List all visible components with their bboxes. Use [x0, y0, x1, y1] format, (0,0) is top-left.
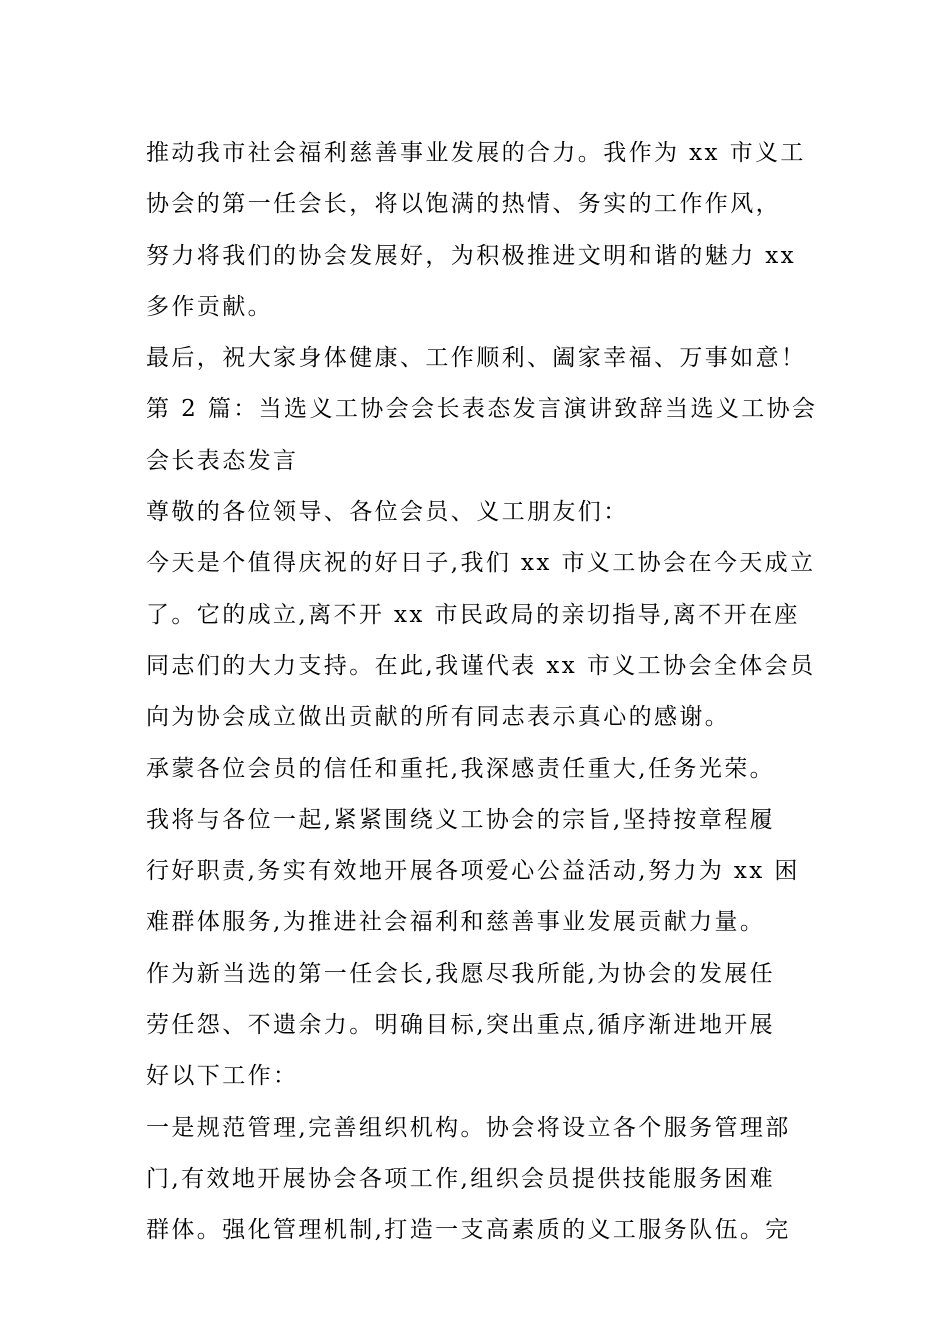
salutation-line: 尊敬的各位领导、各位会员、义工朋友们： [146, 499, 629, 526]
section-heading-line: 第 2 篇：当选义工协会会长表态发言演讲致辞当选义工协会 [146, 396, 818, 423]
text-line: 了。它的成立,离不开 xx 市民政局的亲切指导,离不开在座 [146, 601, 800, 628]
text-line: 努力将我们的协会发展好，为积极推进文明和谐的魅力 xx [146, 242, 797, 269]
text-line: 劳任怨、不遗余力。明确目标,突出重点,循序渐进地开展 [146, 1012, 776, 1039]
text-line: 多作贡献。 [146, 293, 273, 320]
text-line: 难群体服务,为推进社会福利和慈善事业发展贡献力量。 [146, 909, 766, 936]
text-line: 作为新当选的第一任会长,我愿尽我所能,为协会的发展任 [146, 960, 776, 987]
text-line: 协会的第一任会长，将以饱满的热情、务实的工作作风， [146, 191, 781, 218]
text-line: 我将与各位一起,紧紧围绕义工协会的宗旨,坚持按章程履 [146, 806, 776, 833]
text-line: 好以下工作： [146, 1063, 299, 1090]
text-line: 行好职责,务实有效地开展各项爱心公益活动,努力为 xx 困 [146, 858, 800, 885]
text-line: 同志们的大力支持。在此,我谨代表 xx 市义工协会全体会员 [146, 652, 816, 679]
text-line: 推动我市社会福利慈善事业发展的合力。我作为 xx 市义工 [146, 140, 806, 166]
text-line: 最后，祝大家身体健康、工作顺利、阖家幸福、万事如意！ [146, 345, 807, 372]
text-line: 群体。强化管理机制,打造一支高素质的义工服务队伍。完 [146, 1217, 791, 1244]
text-line: 向为协会成立做出贡献的所有同志表示真心的感谢。 [146, 704, 731, 731]
document-body [146, 128, 826, 1257]
text-line: 承蒙各位会员的信任和重托,我深感责任重大,任务光荣。 [146, 755, 776, 782]
text-line: 今天是个值得庆祝的好日子,我们 xx 市义工协会在今天成立 [146, 550, 816, 577]
section-heading-line: 会长表态发言 [146, 447, 299, 474]
text-line: 门,有效地开展协会各项工作,组织会员提供技能服务困难 [146, 1165, 776, 1192]
text-line: 一是规范管理,完善组织机构。协会将设立各个服务管理部 [146, 1114, 791, 1141]
